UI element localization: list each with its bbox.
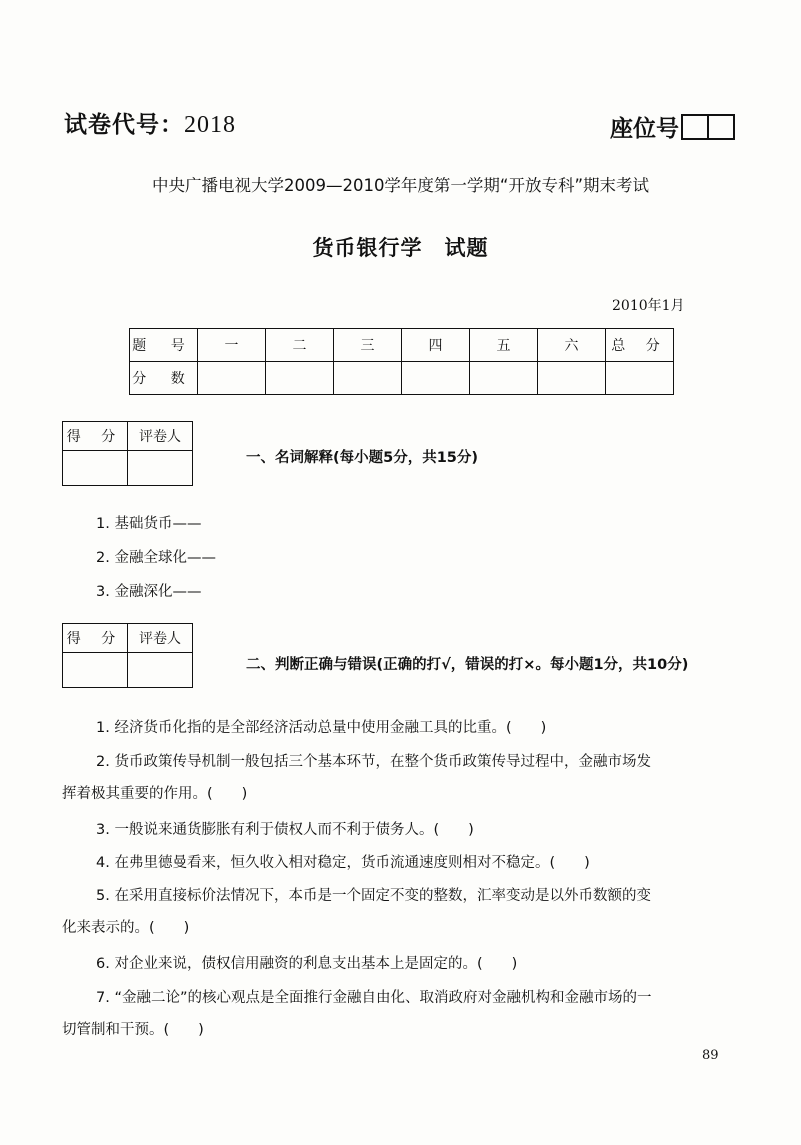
grader-box-section1 [62, 421, 193, 486]
score-cell-3 [334, 362, 402, 395]
score-table-row2-label: 分 数 [130, 362, 198, 395]
grader-box-section2 [62, 623, 193, 688]
seat-number-label: 座位号 [610, 116, 679, 142]
section2-item-2: 2. 货币政策传导机制一般包括三个基本环节，在整个货币政策传导过程中，金融市场发 [96, 754, 651, 770]
score-cell-4 [402, 362, 470, 395]
section2-item-5-cont: 化来表示的。( ) [62, 920, 190, 936]
section2-item-4: 4. 在弗里德曼看来，恒久收入相对稳定，货币流通速度则相对不稳定。( ) [96, 855, 590, 871]
section2-item-1: 1. 经济货币化指的是全部经济活动总量中使用金融工具的比重。( ) [96, 720, 547, 736]
grader-box-score-cell [63, 653, 128, 688]
score-table-col-4: 四 [402, 329, 470, 362]
score-table-row-scores [130, 362, 674, 395]
section1-item-3: 3. 金融深化—— [96, 584, 202, 600]
exam-title [0, 232, 801, 262]
score-table-row-header [130, 329, 674, 362]
seat-box-1 [681, 114, 709, 140]
exam-kind: 试题 [444, 236, 489, 260]
score-cell-total [606, 362, 674, 395]
section1-item-2: 2. 金融全球化—— [96, 550, 216, 566]
section1-item-1: 1. 基础货币—— [96, 516, 202, 532]
paper-code-value: 2018 [184, 112, 236, 138]
paper-code-label: 试卷代号： [64, 112, 184, 138]
grader-box-grader-label: 评卷人 [128, 624, 193, 653]
section2-title: 二、判断正确与错误(正确的打√，错误的打×。每小题1分，共10分) [246, 657, 689, 673]
score-table-col-3: 三 [334, 329, 402, 362]
exam-date: 2010年1月 [612, 298, 685, 314]
score-cell-1 [198, 362, 266, 395]
section2-item-7-cont: 切管制和干预。( ) [62, 1022, 204, 1038]
score-cell-5 [470, 362, 538, 395]
section2-item-7: 7. “金融二论”的核心观点是全面推行金融自由化、取消政府对金融机构和金融市场的一 [96, 990, 652, 1006]
page-number: 89 [702, 1048, 719, 1063]
section2-item-6: 6. 对企业来说，债权信用融资的利息支出基本上是固定的。( ) [96, 956, 518, 972]
grader-box-grader-label: 评卷人 [128, 422, 193, 451]
score-table-col-1: 一 [198, 329, 266, 362]
score-table-col-6: 六 [538, 329, 606, 362]
score-table-col-5: 五 [470, 329, 538, 362]
paper-code [64, 106, 236, 139]
score-table [129, 328, 674, 395]
section2-item-5: 5. 在采用直接标价法情况下，本币是一个固定不变的整数，汇率变动是以外币数额的变 [96, 888, 651, 904]
exam-subject: 货币银行学 [312, 236, 423, 260]
grader-box-grader-cell [128, 653, 193, 688]
exam-university-line: 中央广播电视大学2009—2010学年度第一学期“开放专科”期末考试 [151, 176, 650, 195]
score-table-col-2: 二 [266, 329, 334, 362]
grader-box-score-cell [63, 451, 128, 486]
score-cell-6 [538, 362, 606, 395]
grader-box-score-label: 得 分 [63, 624, 128, 653]
score-cell-2 [266, 362, 334, 395]
score-table-row1-label: 题 号 [130, 329, 198, 362]
section1-title: 一、名词解释(每小题5分，共15分) [246, 450, 479, 466]
seat-number [610, 110, 735, 143]
seat-box-2 [707, 114, 735, 140]
section2-item-2-cont: 挥着极其重要的作用。( ) [62, 786, 248, 802]
score-table-total-label: 总 分 [606, 329, 674, 362]
grader-box-score-label: 得 分 [63, 422, 128, 451]
section2-item-3: 3. 一般说来通货膨胀有利于债权人而不利于债务人。( ) [96, 822, 474, 838]
grader-box-grader-cell [128, 451, 193, 486]
